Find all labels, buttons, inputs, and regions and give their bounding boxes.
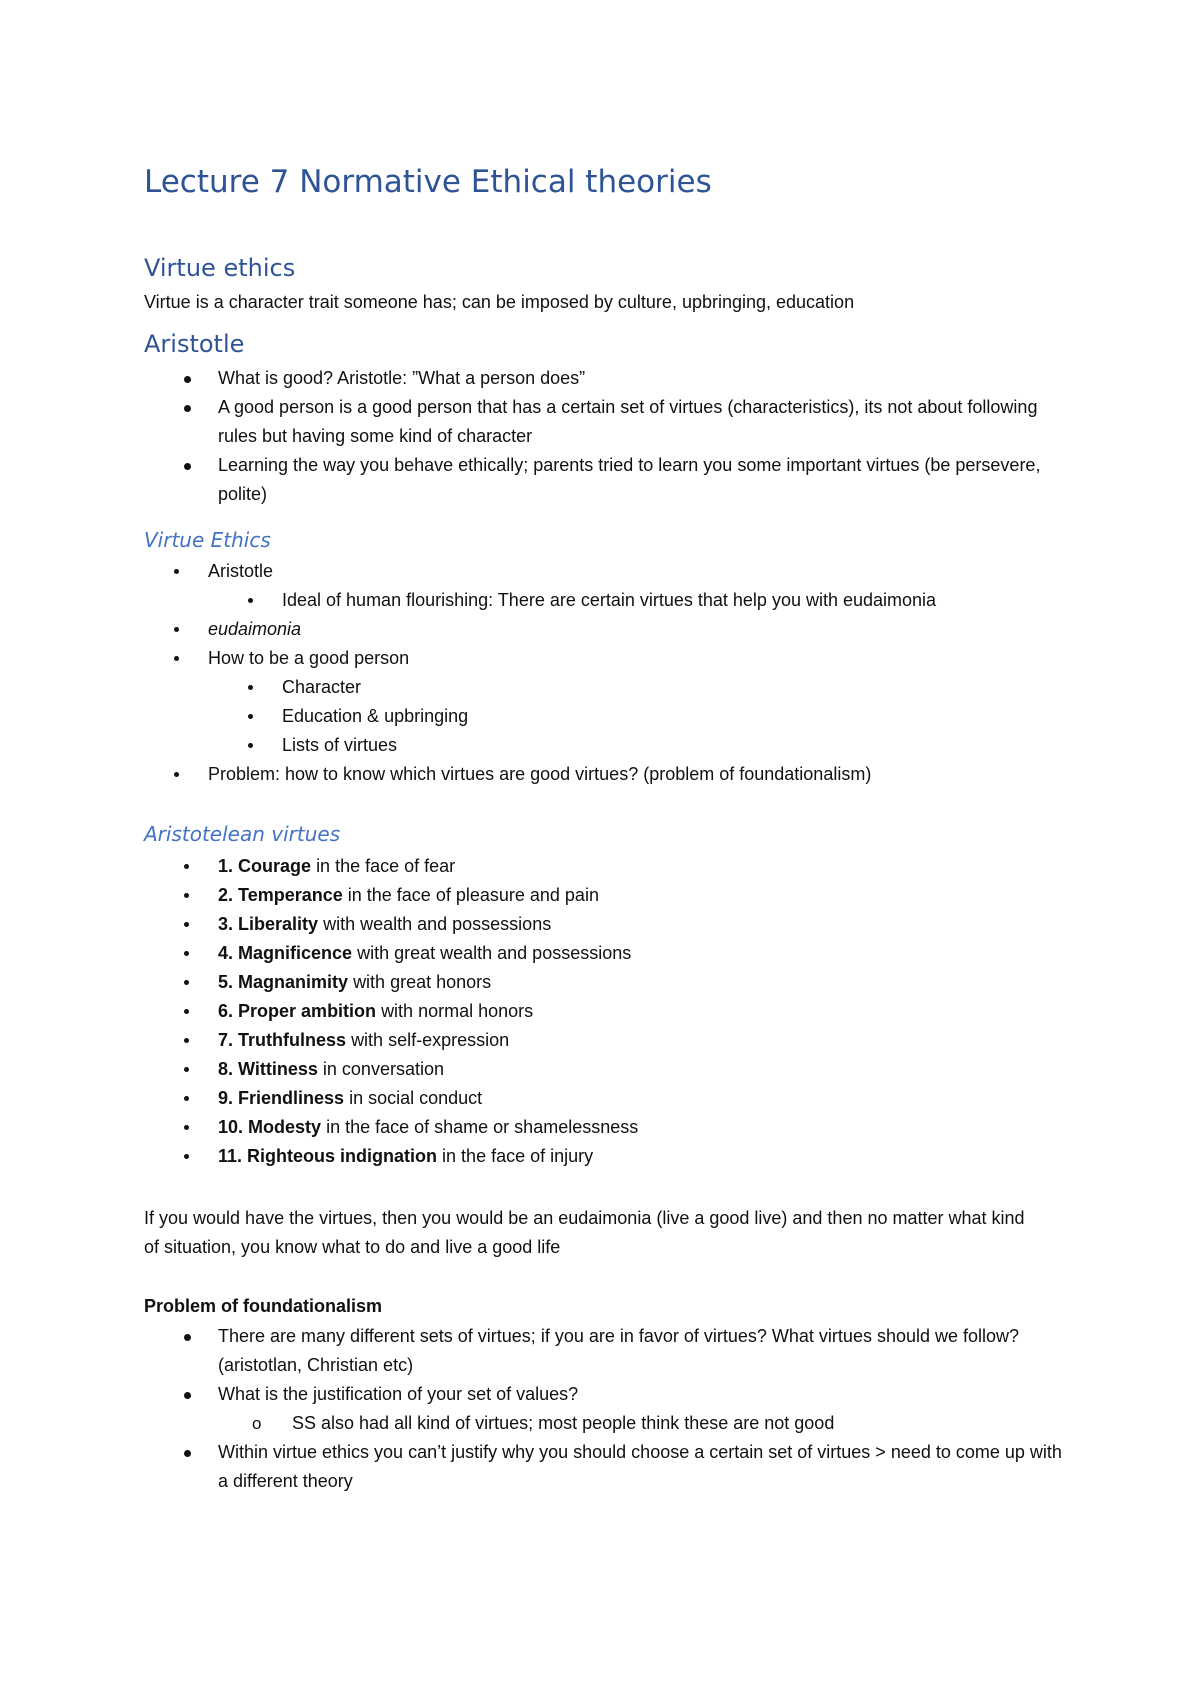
bullet-icon — [184, 1450, 191, 1457]
bullet-icon — [174, 627, 179, 632]
bullet-icon — [184, 1125, 189, 1130]
bullet-icon — [184, 1067, 189, 1072]
virtue-item — [218, 881, 599, 910]
list-item: Within virtue ethics you can’t justify why you should choose a certain set of virtues > need to come up with a different theory — [218, 1438, 1068, 1496]
virtue-number: 7. — [218, 1030, 234, 1050]
virtue-number: 5. — [218, 972, 234, 992]
virtue-name: Proper ambition — [238, 1001, 377, 1021]
circle-bullet-icon: o — [252, 1414, 262, 1433]
virtue-description: in the face of fear — [316, 856, 456, 876]
list-item: What is good? Aristotle: ”What a person does” — [218, 364, 1058, 393]
virtue-item — [218, 968, 491, 997]
virtue-number: 3. — [218, 914, 234, 934]
virtue-item — [218, 997, 533, 1026]
virtue-name: Friendliness — [238, 1088, 345, 1108]
heading-virtue-ethics: Virtue ethics — [144, 254, 296, 282]
virtue-description: in conversation — [322, 1059, 444, 1079]
heading-foundationalism: Problem of foundationalism — [144, 1296, 383, 1316]
virtue-number: 6. — [218, 1001, 234, 1021]
list-item: There are many different sets of virtues; if you are in favor of virtues? What virtues should we follow? (aristotlan, Christian etc) — [218, 1322, 1068, 1380]
list-item: eudaimonia — [208, 615, 301, 644]
list-item: A good person is a good person that has a certain set of virtues (characteristics), its not about following rules but having some kind of character — [218, 393, 1068, 451]
page-title: Lecture 7 Normative Ethical theories — [144, 164, 712, 200]
bullet-icon — [184, 376, 191, 383]
bullet-icon — [184, 463, 191, 470]
virtue-number: 10. — [218, 1117, 244, 1137]
bullet-icon — [184, 951, 189, 956]
virtue-item — [218, 1084, 482, 1113]
bullet-icon — [248, 598, 253, 603]
bullet-icon — [184, 893, 189, 898]
virtue-item — [218, 939, 631, 968]
virtue-number: 11. — [218, 1146, 243, 1166]
virtue-name: Righteous indignation — [247, 1146, 438, 1166]
virtue-item — [218, 910, 551, 939]
virtue-number: 8. — [218, 1059, 234, 1079]
virtue-description: in the face of injury — [442, 1146, 594, 1166]
virtue-name: Temperance — [238, 885, 343, 905]
virtue-number: 9. — [218, 1088, 234, 1108]
virtue-name: Liberality — [238, 914, 319, 934]
virtue-description: in social conduct — [349, 1088, 483, 1108]
bullet-icon — [184, 1154, 189, 1159]
list-item: Ideal of human flourishing: There are certain virtues that help you with eudaimonia — [282, 586, 936, 615]
list-item: Lists of virtues — [282, 731, 397, 760]
list-item: Problem: how to know which virtues are good virtues? (problem of foundationalism) — [208, 760, 871, 789]
bullet-icon — [174, 569, 179, 574]
virtue-description: in the face of shame or shamelessness — [326, 1117, 639, 1137]
bullet-icon — [184, 1392, 191, 1399]
list-item: Education & upbringing — [282, 702, 468, 731]
virtue-description: with normal honors — [381, 1001, 534, 1021]
bullet-icon — [174, 656, 179, 661]
bullet-icon — [184, 1038, 189, 1043]
virtue-description: with great honors — [353, 972, 492, 992]
virtue-number: 2. — [218, 885, 234, 905]
virtue-name: Courage — [238, 856, 312, 876]
virtue-item — [218, 1055, 444, 1084]
bullet-icon — [184, 405, 191, 412]
virtue-name: Modesty — [248, 1117, 322, 1137]
virtue-number: 1. — [218, 856, 234, 876]
heading-virtue-ethics-slide: Virtue Ethics — [144, 528, 271, 552]
list-item: How to be a good person — [208, 644, 409, 673]
list-item: Learning the way you behave ethically; parents tried to learn you some important virtues (be persevere, polite) — [218, 451, 1068, 509]
virtue-item — [218, 852, 455, 881]
bullet-icon — [248, 743, 253, 748]
virtue-description: with great wealth and possessions — [357, 943, 632, 963]
virtue-name: Wittiness — [238, 1059, 318, 1079]
virtue-item — [218, 1026, 509, 1055]
bullet-icon — [184, 1334, 191, 1341]
heading-aristotle: Aristotle — [144, 330, 245, 358]
virtue-description: in the face of pleasure and pain — [347, 885, 599, 905]
virtue-description: with wealth and possessions — [323, 914, 552, 934]
conclusion-paragraph: If you would have the virtues, then you would be an eudaimonia (live a good live) and then no matter what kind of situation, you know what to do and live a good life — [144, 1208, 1025, 1257]
list-item: Character — [282, 673, 361, 702]
bullet-icon — [248, 685, 253, 690]
bullet-icon — [184, 864, 189, 869]
bullet-icon — [184, 922, 189, 927]
virtue-item — [218, 1142, 593, 1171]
bullet-icon — [248, 714, 253, 719]
heading-aristotelean-virtues: Aristotelean virtues — [144, 822, 341, 846]
virtue-name: Magnificence — [238, 943, 353, 963]
list-item: What is the justification of your set of values? — [218, 1380, 1068, 1409]
virtue-description: with self-expression — [351, 1030, 510, 1050]
virtue-name: Truthfulness — [238, 1030, 347, 1050]
bullet-icon — [184, 1096, 189, 1101]
bullet-icon — [174, 772, 179, 777]
list-item: Aristotle — [208, 557, 273, 586]
bullet-icon — [184, 1009, 189, 1014]
virtue-intro: Virtue is a character trait someone has; can be imposed by culture, upbringing, education — [144, 292, 855, 312]
list-item: o SS also had all kind of virtues; most people think these are not good — [292, 1409, 834, 1438]
virtue-item — [218, 1113, 638, 1142]
virtue-name: Magnanimity — [238, 972, 349, 992]
virtue-number: 4. — [218, 943, 234, 963]
bullet-icon — [184, 980, 189, 985]
